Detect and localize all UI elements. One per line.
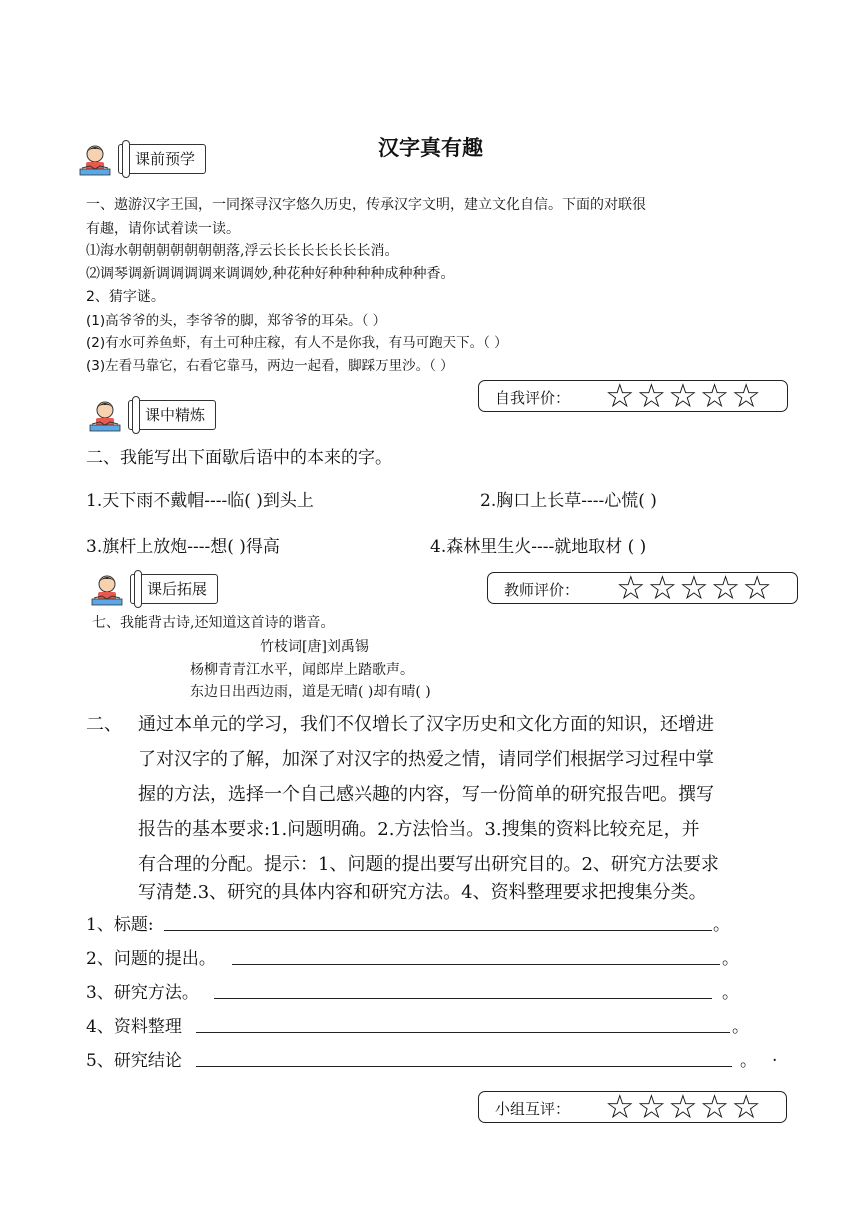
poem-title: 竹枝词[唐]刘禹锡 bbox=[260, 639, 369, 655]
riddle-title: 2、猜字谜。 bbox=[86, 289, 165, 305]
group-rating-box bbox=[478, 1087, 787, 1126]
section2-heading: 二、我能写出下面歇后语中的本来的字。 bbox=[86, 448, 392, 468]
para-line-2: 了对汉字的了解，加深了对汉字的热爱之情，请同学们根据学习过程中掌 bbox=[138, 749, 714, 770]
field-material-input[interactable] bbox=[196, 1032, 730, 1033]
para-line-1: 通过本单元的学习，我们不仅增长了汉字历史和文化方面的知识，还增进 bbox=[138, 714, 714, 735]
teacher-rating-stars[interactable]: ☆☆☆☆☆ bbox=[616, 568, 774, 607]
poem-line-1: 杨柳青青江水平，闻郎岸上踏歌声。 bbox=[190, 662, 414, 678]
riddle-2: (2)有水可养鱼虾，有土可种庄稼，有人不是你我，有马可跑天下。（ ） bbox=[86, 335, 508, 351]
group-rating-stars[interactable]: ☆☆☆☆☆ bbox=[605, 1087, 763, 1126]
self-rating-box bbox=[478, 376, 788, 415]
tag-label: 课中精炼 bbox=[128, 400, 216, 430]
student-reading-icon bbox=[86, 396, 124, 434]
poem-line-2: 东边日出西边雨，道是无晴( )却有晴( ) bbox=[190, 684, 431, 700]
end-mark: 。 bbox=[732, 1017, 749, 1037]
field-conclusion-label: 5、研究结论 bbox=[86, 1051, 182, 1071]
tail-dot: . bbox=[772, 1046, 778, 1066]
tag-pre-study bbox=[76, 140, 236, 176]
riddle-3: (3)左看马靠它，右看它靠马，两边一起看，脚踩万里沙。（ ） bbox=[86, 358, 454, 374]
student-reading-icon bbox=[88, 570, 126, 608]
para-line-4: 报告的基本要求:1.问题明确。2.方法恰当。3.搜集的资料比较充足，并 bbox=[138, 819, 700, 840]
xiehouyu-2: 2.胸口上长草----心慌( ) bbox=[480, 491, 657, 511]
field-material-label: 4、资料整理 bbox=[86, 1017, 182, 1037]
self-rating-stars[interactable]: ☆☆☆☆☆ bbox=[605, 376, 763, 415]
field-question-input[interactable] bbox=[232, 964, 720, 965]
tag-mid-practice bbox=[86, 396, 246, 432]
intro-line-1: 一、遨游汉字王国，一同探寻汉字悠久历史，传承汉字文明，建立文化自信。下面的对联很 bbox=[86, 197, 646, 213]
end-mark: 。 bbox=[722, 949, 739, 969]
end-mark: 。 bbox=[722, 983, 739, 1003]
couplet-1: ⑴海水朝朝朝朝朝朝朝落,浮云长长长长长长长消。 bbox=[86, 243, 399, 259]
tag-label: 课前预学 bbox=[118, 144, 206, 174]
field-method-label: 3、研究方法。 bbox=[86, 983, 199, 1003]
xiehouyu-1: 1.天下雨不戴帽----临( )到头上 bbox=[86, 491, 314, 511]
section3-heading: 七、我能背古诗,还知道这首诗的谐音。 bbox=[92, 615, 335, 631]
end-mark: 。 bbox=[713, 915, 730, 935]
para-line-5: 有合理的分配。提示：1、问题的提出要写出研究目的。2、研究方法要求 bbox=[138, 854, 719, 875]
xiehouyu-3: 3.旗杆上放炮----想( )得高 bbox=[86, 537, 280, 557]
group-rating-label: 小组互评： bbox=[495, 1100, 571, 1118]
xiehouyu-4: 4.森林里生火----就地取材 ( ) bbox=[430, 537, 647, 557]
end-mark: 。 bbox=[740, 1051, 757, 1071]
page-title: 汉字真有趣 bbox=[378, 136, 483, 160]
field-method-input[interactable] bbox=[214, 998, 712, 999]
intro-line-2: 有趣，请你试着读一读。 bbox=[86, 221, 240, 237]
teacher-rating-label: 教师评价： bbox=[504, 581, 580, 599]
field-question-label: 2、问题的提出。 bbox=[86, 949, 216, 969]
field-conclusion-input[interactable] bbox=[196, 1066, 732, 1067]
tag-label: 课后拓展 bbox=[130, 574, 218, 604]
self-rating-label: 自我评价： bbox=[495, 389, 571, 407]
student-reading-icon bbox=[76, 140, 114, 178]
section4-number: 二、 bbox=[86, 714, 122, 735]
teacher-rating-box bbox=[487, 568, 798, 607]
para-line-3: 握的方法，选择一个自己感兴趣的内容，写一份简单的研究报告吧。撰写 bbox=[138, 784, 714, 805]
tag-post-extension bbox=[88, 570, 248, 606]
para-line-6: 写清楚.3、研究的具体内容和研究方法。4、资料整理要求把搜集分类。 bbox=[138, 882, 707, 903]
field-title-input[interactable] bbox=[164, 930, 712, 931]
couplet-2: ⑵调琴调新调调调调来调调妙,种花种好种种种种成种种香。 bbox=[86, 266, 455, 282]
field-title-label: 1、标题: bbox=[86, 915, 154, 935]
riddle-1: (1)高爷爷的头，李爷爷的脚，郑爷爷的耳朵。（ ） bbox=[86, 313, 387, 329]
